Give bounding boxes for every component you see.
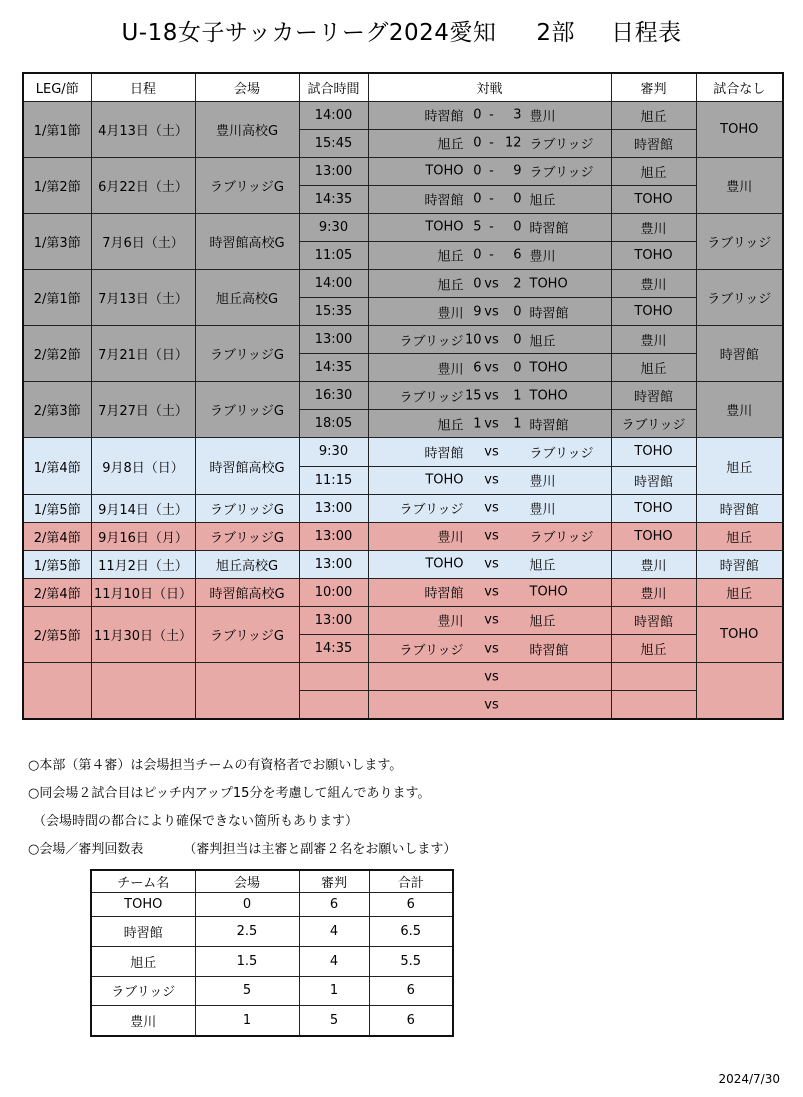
away-score: 0 [513, 304, 522, 320]
match-separator: vs [484, 360, 499, 376]
leg-cell: 2/第3節 [23, 382, 91, 438]
home-team: TOHO [425, 219, 464, 235]
away-score: 2 [513, 276, 522, 291]
venue-cell: ラブリッジG [195, 157, 299, 213]
home-score: 0 [473, 247, 482, 263]
leg-cell: 2/第4節 [23, 522, 91, 550]
away-team: 時習館 [529, 306, 569, 322]
stats-row [91, 946, 453, 976]
away-score: 12 [504, 135, 522, 151]
referee-cell [611, 663, 696, 691]
venue-cell: ラブリッジG [195, 606, 299, 662]
referee-cell: 豊川 [611, 326, 696, 354]
header-time: 試合時間 [299, 73, 368, 101]
page-title [0, 14, 803, 47]
away-score: 9 [513, 163, 522, 179]
venue-cell: 時習館高校G [195, 438, 299, 494]
footer-date: 2024/7/30 [718, 1072, 780, 1086]
leg-cell: 1/第1節 [23, 101, 91, 157]
home-score: 5 [473, 219, 482, 235]
time-cell: 13:00 [299, 606, 368, 634]
home-team: 旭丘 [437, 137, 464, 153]
time-cell: 14:35 [299, 634, 368, 662]
schedule-row [23, 606, 783, 634]
home-team: 豊川 [437, 362, 464, 378]
stats-row [91, 1006, 453, 1036]
stats-venue-count: 0 [195, 893, 299, 917]
home-team: ラブリッジ [399, 334, 464, 350]
away-team: TOHO [529, 584, 568, 600]
match-separator: vs [484, 556, 499, 572]
match-separator: vs [484, 500, 499, 516]
away-score: 0 [513, 219, 522, 235]
bye-cell: 時習館 [696, 326, 783, 382]
time-cell: 13:00 [299, 326, 368, 354]
away-team: TOHO [529, 360, 568, 376]
header-date: 日程 [91, 73, 195, 101]
schedule-row [23, 522, 783, 550]
referee-cell: 旭丘 [611, 101, 696, 129]
stats-header-row [91, 870, 453, 893]
home-score: 0 [473, 276, 482, 291]
date-cell: 9月14日（土） [91, 494, 195, 522]
venue-cell: ラブリッジG [195, 494, 299, 522]
stats-venue-count: 5 [195, 976, 299, 1006]
match-cell [368, 550, 611, 578]
date-cell: 7月6日（土） [91, 213, 195, 269]
stats-team: 旭丘 [91, 946, 195, 976]
match-cell [368, 185, 611, 213]
match-separator: - [489, 163, 494, 179]
home-team: TOHO [425, 472, 464, 488]
stats-total: 6 [369, 1006, 453, 1036]
match-separator: vs [484, 641, 499, 657]
match-separator: vs [484, 472, 499, 488]
note-line [28, 836, 456, 864]
referee-cell: 時習館 [611, 466, 696, 494]
stats-venue-count: 1 [195, 1006, 299, 1036]
away-score: 0 [513, 332, 522, 348]
match-cell [368, 129, 611, 157]
away-team: TOHO [529, 388, 568, 404]
schedule-body [23, 101, 783, 719]
match-cell [368, 578, 611, 606]
schedule-row [23, 494, 783, 522]
match-separator: vs [484, 697, 499, 713]
venue-cell: 時習館高校G [195, 213, 299, 269]
date-cell: 4月13日（土） [91, 101, 195, 157]
bye-cell: TOHO [696, 101, 783, 157]
referee-cell: 豊川 [611, 213, 696, 241]
home-score: 0 [473, 107, 482, 123]
bye-cell: TOHO [696, 606, 783, 662]
note-stats-title: ○会場／審判回数表 [28, 842, 144, 857]
time-cell: 13:00 [299, 494, 368, 522]
time-cell: 14:35 [299, 185, 368, 213]
note-line: （会場時間の都合により確保できない箇所もあります） [33, 814, 359, 829]
stats-team: ラブリッジ [91, 976, 195, 1006]
match-separator: vs [484, 444, 499, 460]
date-cell: 11月30日（土） [91, 606, 195, 662]
title-main: U-18女子サッカーリーグ2024愛知 [121, 20, 497, 46]
schedule-table [22, 72, 784, 720]
stats-referee-count: 6 [299, 893, 369, 917]
bye-cell: 旭丘 [696, 438, 783, 494]
away-team: ラブリッジ [529, 165, 594, 181]
stats-header: 合計 [369, 870, 453, 893]
away-team: 時習館 [529, 418, 569, 434]
schedule-row [23, 663, 783, 691]
venue-cell: ラブリッジG [195, 326, 299, 382]
referee-cell: TOHO [611, 241, 696, 269]
match-cell [368, 494, 611, 522]
home-team: ラブリッジ [399, 390, 464, 406]
title-sub: 日程表 [611, 20, 682, 46]
stats-referee-count: 4 [299, 917, 369, 947]
date-cell: 7月27日（土） [91, 382, 195, 438]
home-team: TOHO [425, 163, 464, 179]
time-cell: 15:35 [299, 298, 368, 326]
away-team: ラブリッジ [529, 137, 594, 153]
match-cell [368, 606, 611, 634]
leg-cell: 1/第5節 [23, 494, 91, 522]
date-cell: 9月8日（日） [91, 438, 195, 494]
home-score: 1 [473, 416, 482, 432]
home-score: 15 [464, 388, 482, 404]
match-cell [368, 438, 611, 466]
away-team: ラブリッジ [529, 446, 594, 462]
schedule-row [23, 269, 783, 297]
time-cell: 9:30 [299, 213, 368, 241]
stats-body [91, 893, 453, 1037]
time-cell: 10:00 [299, 578, 368, 606]
away-team: 時習館 [529, 221, 569, 237]
schedule-row [23, 550, 783, 578]
referee-cell: 豊川 [611, 578, 696, 606]
stats-total: 5.5 [369, 946, 453, 976]
referee-cell: ラブリッジ [611, 410, 696, 438]
stats-row [91, 893, 453, 917]
bye-cell: 豊川 [696, 382, 783, 438]
referee-cell: TOHO [611, 522, 696, 550]
home-score: 0 [473, 163, 482, 179]
referee-cell: TOHO [611, 494, 696, 522]
bye-cell: 旭丘 [696, 578, 783, 606]
date-cell: 6月22日（土） [91, 157, 195, 213]
home-team: 豊川 [437, 306, 464, 322]
stats-referee-count: 4 [299, 946, 369, 976]
notes [28, 752, 456, 864]
match-cell [368, 354, 611, 382]
referee-cell: TOHO [611, 298, 696, 326]
away-team: 旭丘 [529, 193, 556, 209]
away-score: 1 [513, 416, 522, 432]
match-cell [368, 382, 611, 410]
away-team: 旭丘 [529, 614, 556, 630]
match-separator: - [489, 107, 494, 123]
stats-total: 6 [369, 893, 453, 917]
bye-cell: ラブリッジ [696, 213, 783, 269]
match-separator: - [489, 191, 494, 207]
schedule-row [23, 578, 783, 606]
schedule-row [23, 382, 783, 410]
match-cell [368, 213, 611, 241]
away-score: 1 [513, 388, 522, 404]
home-team: 豊川 [437, 614, 464, 630]
leg-cell [23, 663, 91, 719]
schedule-row [23, 157, 783, 185]
match-separator: vs [484, 669, 499, 685]
stats-header: チーム名 [91, 870, 195, 893]
away-team: 豊川 [529, 474, 556, 490]
referee-cell: 旭丘 [611, 354, 696, 382]
bye-cell: ラブリッジ [696, 269, 783, 325]
stats-row [91, 917, 453, 947]
stats-referee-count: 1 [299, 976, 369, 1006]
home-team: 旭丘 [437, 418, 464, 434]
time-cell: 14:35 [299, 354, 368, 382]
away-team: TOHO [529, 276, 568, 291]
away-team: ラブリッジ [529, 530, 594, 546]
stats-team: TOHO [91, 893, 195, 917]
note-stats-remark: （審判担当は主審と副審２名をお願いします） [183, 842, 457, 857]
stats-team: 時習館 [91, 917, 195, 947]
date-cell [91, 663, 195, 719]
match-separator: - [489, 135, 494, 151]
home-score: 9 [473, 304, 482, 320]
match-cell [368, 691, 611, 719]
venue-cell: ラブリッジG [195, 382, 299, 438]
stats-header: 会場 [195, 870, 299, 893]
match-cell [368, 663, 611, 691]
time-cell: 13:00 [299, 157, 368, 185]
stats-team: 豊川 [91, 1006, 195, 1036]
away-score: 6 [513, 247, 522, 263]
match-cell [368, 522, 611, 550]
leg-cell: 1/第2節 [23, 157, 91, 213]
match-cell [368, 410, 611, 438]
match-cell [368, 466, 611, 494]
stats-venue-count: 1.5 [195, 946, 299, 976]
stats-referee-count: 5 [299, 1006, 369, 1036]
match-separator: - [489, 247, 494, 263]
date-cell: 11月2日（土） [91, 550, 195, 578]
referee-cell: 時習館 [611, 606, 696, 634]
match-cell [368, 241, 611, 269]
time-cell: 11:15 [299, 466, 368, 494]
stats-venue-count: 2.5 [195, 917, 299, 947]
home-team: ラブリッジ [399, 502, 464, 518]
header-bye: 試合なし [696, 73, 783, 101]
home-team: 旭丘 [437, 278, 464, 293]
venue-cell: 時習館高校G [195, 578, 299, 606]
time-cell: 14:00 [299, 269, 368, 297]
leg-cell: 1/第5節 [23, 550, 91, 578]
home-score: 10 [464, 332, 482, 348]
home-team: 時習館 [424, 586, 464, 602]
away-team: 豊川 [529, 249, 556, 265]
home-team: TOHO [425, 556, 464, 572]
referee-cell: 時習館 [611, 382, 696, 410]
time-cell [299, 691, 368, 719]
venue-cell: ラブリッジG [195, 522, 299, 550]
time-cell: 14:00 [299, 101, 368, 129]
date-cell: 7月21日（日） [91, 326, 195, 382]
schedule-row [23, 101, 783, 129]
time-cell: 13:00 [299, 550, 368, 578]
leg-cell: 2/第5節 [23, 606, 91, 662]
time-cell: 16:30 [299, 382, 368, 410]
referee-cell: 時習館 [611, 129, 696, 157]
home-score: 0 [473, 191, 482, 207]
date-cell: 7月13日（土） [91, 269, 195, 325]
match-separator: vs [484, 612, 499, 628]
home-team: 旭丘 [437, 249, 464, 265]
stats-row [91, 976, 453, 1006]
match-cell [368, 157, 611, 185]
away-team: 豊川 [529, 109, 556, 125]
leg-cell: 2/第4節 [23, 578, 91, 606]
match-separator: - [489, 219, 494, 235]
header-match: 対戦 [368, 73, 611, 101]
leg-cell: 2/第1節 [23, 269, 91, 325]
match-separator: vs [484, 388, 499, 404]
header-venue: 会場 [195, 73, 299, 101]
time-cell [299, 663, 368, 691]
venue-cell: 旭丘高校G [195, 269, 299, 325]
note-line: ○同会場２試合目はピッチ内アップ15分を考慮して組んであります。 [28, 786, 431, 801]
referee-cell: TOHO [611, 185, 696, 213]
leg-cell: 2/第2節 [23, 326, 91, 382]
bye-cell [696, 663, 783, 719]
away-score: 0 [513, 360, 522, 376]
stats-total: 6 [369, 976, 453, 1006]
away-score: 3 [513, 107, 522, 123]
bye-cell: 豊川 [696, 157, 783, 213]
referee-cell: TOHO [611, 438, 696, 466]
referee-cell: 旭丘 [611, 634, 696, 662]
stats-total: 6.5 [369, 917, 453, 947]
away-team: 旭丘 [529, 334, 556, 350]
note-line: ○本部（第４審）は会場担当チームの有資格者でお願いします。 [28, 758, 403, 773]
bye-cell: 旭丘 [696, 522, 783, 550]
header-leg: LEG/節 [23, 73, 91, 101]
venue-cell [195, 663, 299, 719]
schedule-row [23, 326, 783, 354]
home-team: 豊川 [437, 530, 464, 546]
home-score: 6 [473, 360, 482, 376]
match-separator: vs [484, 584, 499, 600]
home-team: 時習館 [424, 446, 464, 462]
date-cell: 9月16日（月） [91, 522, 195, 550]
venue-cell: 旭丘高校G [195, 550, 299, 578]
stats-header: 審判 [299, 870, 369, 893]
referee-cell [611, 691, 696, 719]
match-separator: vs [484, 528, 499, 544]
schedule-row [23, 213, 783, 241]
away-score: 0 [513, 191, 522, 207]
match-cell [368, 101, 611, 129]
bye-cell: 時習館 [696, 494, 783, 522]
time-cell: 11:05 [299, 241, 368, 269]
home-team: ラブリッジ [399, 643, 464, 659]
bye-cell: 時習館 [696, 550, 783, 578]
schedule-row [23, 438, 783, 466]
match-cell [368, 269, 611, 297]
header-referee: 審判 [611, 73, 696, 101]
stats-table [90, 869, 454, 1037]
match-separator: vs [484, 416, 499, 432]
home-score: 0 [473, 135, 482, 151]
title-part: 2部 [536, 20, 576, 46]
match-separator: vs [484, 332, 499, 348]
home-team: 時習館 [424, 193, 464, 209]
referee-cell: 旭丘 [611, 157, 696, 185]
match-separator: vs [484, 276, 499, 291]
leg-cell: 1/第3節 [23, 213, 91, 269]
date-cell: 11月10日（日） [91, 578, 195, 606]
match-separator: vs [484, 304, 499, 320]
away-team: 豊川 [529, 502, 556, 518]
schedule-header-row [23, 73, 783, 101]
venue-cell: 豊川高校G [195, 101, 299, 157]
match-cell [368, 326, 611, 354]
match-cell [368, 634, 611, 662]
referee-cell: 豊川 [611, 550, 696, 578]
time-cell: 15:45 [299, 129, 368, 157]
time-cell: 9:30 [299, 438, 368, 466]
leg-cell: 1/第4節 [23, 438, 91, 494]
time-cell: 13:00 [299, 522, 368, 550]
home-team: 時習館 [424, 109, 464, 125]
away-team: 時習館 [529, 643, 569, 659]
time-cell: 18:05 [299, 410, 368, 438]
away-team: 旭丘 [529, 558, 556, 574]
match-cell [368, 298, 611, 326]
referee-cell: 豊川 [611, 269, 696, 297]
